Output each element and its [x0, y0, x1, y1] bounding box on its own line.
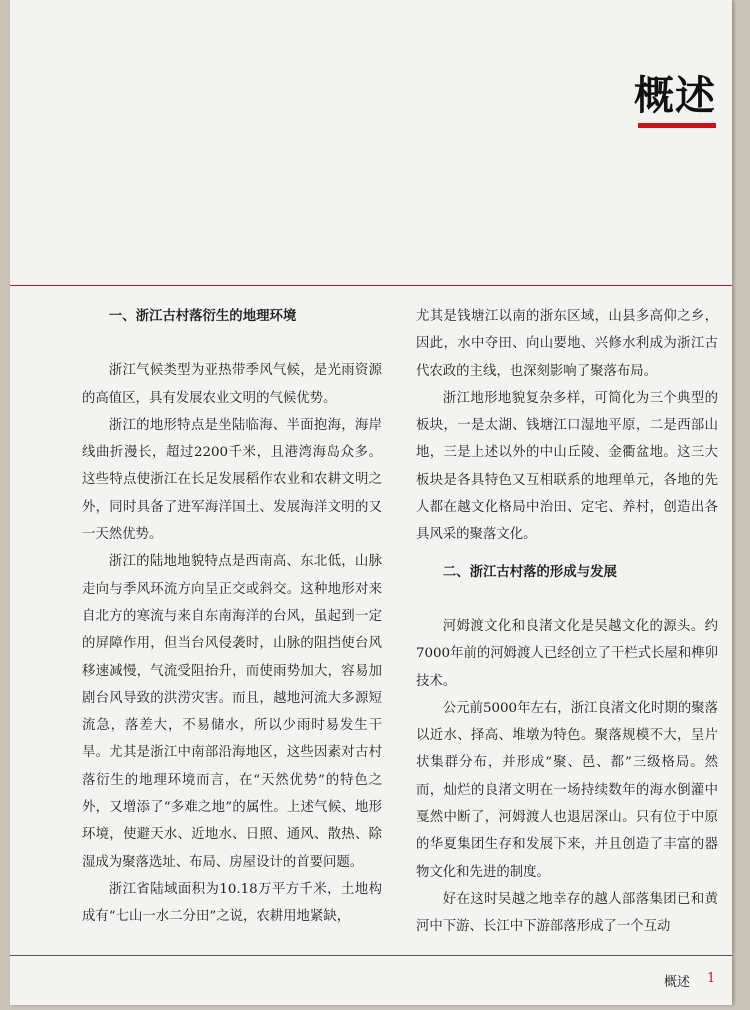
- book-page: [10, 0, 732, 1005]
- footer-section-label: 概述: [664, 975, 691, 990]
- paragraph: 浙江地形地貌复杂多样，可简化为三个典型的板块，一是太湖、钱塘江口湿地平原，二是西部山地，三是上述以外的中山丘陵、金衢盆地。这三大板块是各具特色又互相联系的地理单元，各地的先人都在越文化格局中治田、定宅、养村，创造出各具风采的聚落文化。: [416, 390, 718, 543]
- right-text-column: [416, 303, 718, 941]
- paragraph: 公元前5000年左右，浙江良渚文化时期的聚落以近水、择高、堆墩为特色。聚落规模不大，呈片状集群分布，并形成“聚、邑、都”三级格局。然而，灿烂的良渚文明在一场持续数年的海水倒灌中戛然中断了，河姆渡人也退居深山。只有位于中原的华夏集团生存和发展下来，并且创造了丰富的器物文化和先进的制度。: [416, 700, 718, 880]
- paragraph: 浙江省陆域面积为10.18万平方千米，土地构成有“七山一水二分田”之说，农耕用地紧缺，: [82, 881, 382, 925]
- page-number: 1: [707, 971, 716, 986]
- left-text-column: [82, 303, 382, 931]
- section-heading-1: 一、浙江古村落衍生的地理环境: [108, 308, 297, 324]
- title-underline-bar: [638, 123, 716, 128]
- paragraph: 浙江的陆地地貌特点是西南高、东北低，山脉走向与季风环流方向呈正交或斜交。这种地形对来自北方的寒流与来自东南海洋的台风，虽起到一定的屏障作用，但当台风侵袭时，山脉的阻挡使台风移速减慢，气流受阻抬升，而使雨势加大，容易加剧台风导致的洪涝灾害。而且，越地河流大多源短流急，落差大，不易储水，所以少雨时易发生干旱。尤其是浙江中南部沿海地区，这些因素对古村落衍生的地理环境而言，在“天然优势”的特色之外，又增添了“多难之地”的属性。上述气候、地形环境，使避天水、近地水、日照、通风、散热、除湿成为聚落选址、布局、房屋设计的首要问题。: [82, 554, 382, 870]
- paragraph-continuation: 尤其是钱塘江以南的浙东区域，山县多高仰之乡，因此，水中夺田、向山要地、兴修水利成为浙江古代农政的主线，也深刻影响了聚落布局。: [416, 309, 718, 379]
- paragraph: 河姆渡文化和良渚文化是吴越文化的源头。约7000年前的河姆渡人已经创立了干栏式长屋和榫卯技术。: [416, 618, 718, 689]
- paragraph: 好在这时吴越之地幸存的越人部落集团已和黄河中下游、长江中下游部落形成了一个互动: [416, 891, 718, 935]
- section-heading-2: 二、浙江古村落的形成与发展: [442, 563, 617, 580]
- paragraph: 浙江的地形特点是坐陆临海、半面抱海，海岸线曲折漫长，超过2200千米，且港湾海岛众多。这些特点使浙江在长足发展稻作农业和农耕文明之外，同时具备了进军海洋国土、发展海洋文明的又一天然优势。: [82, 417, 382, 543]
- header-divider-line: [10, 285, 732, 286]
- paragraph: 浙江气候类型为亚热带季风气候，是光雨资源的高值区，具有发展农业文明的气候优势。: [82, 363, 382, 406]
- footer-divider-line: [10, 955, 732, 956]
- page-title: 概述: [634, 73, 716, 119]
